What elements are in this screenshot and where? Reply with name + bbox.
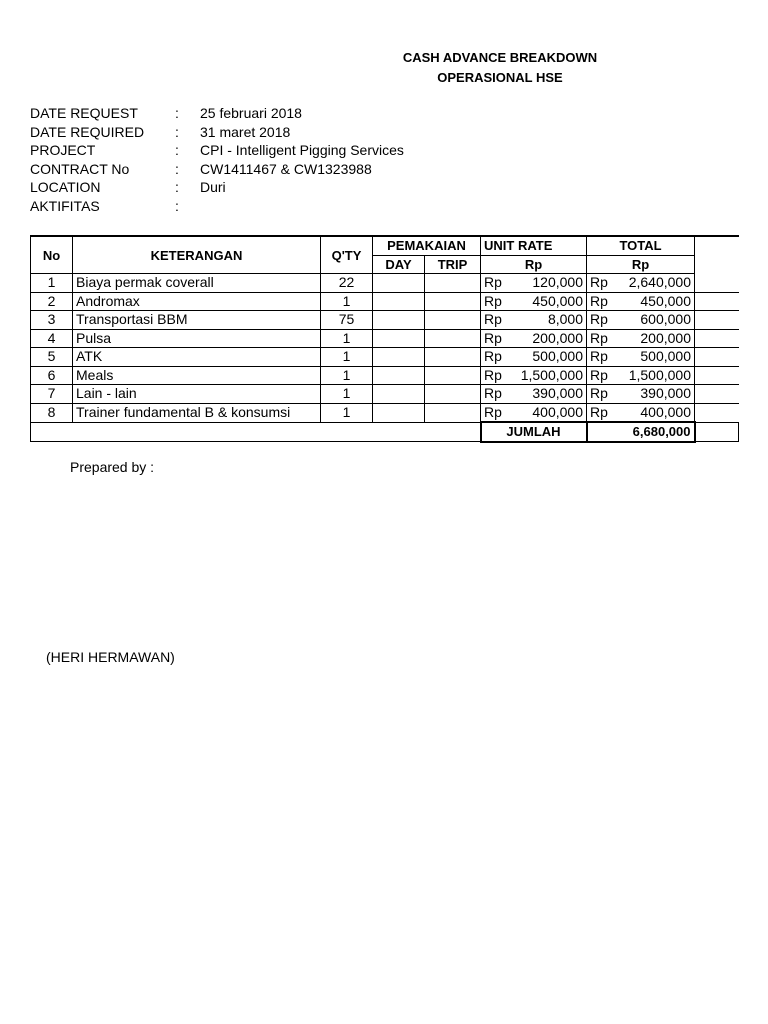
cell-total-value: 600,000: [640, 311, 691, 328]
cell-unit-rate: [481, 385, 587, 404]
cell-total-value: 500,000: [640, 348, 691, 365]
info-colon: :: [175, 123, 179, 140]
col-header-total: TOTAL: [587, 236, 695, 255]
info-row: [30, 160, 404, 179]
cell-rate-currency: Rp: [484, 385, 502, 402]
cell-desc: Pulsa: [73, 329, 321, 348]
info-value: CW1411467 & CW1323988: [200, 160, 372, 177]
cell-desc: Andromax: [73, 292, 321, 311]
cell-rate-currency: Rp: [484, 311, 502, 328]
cell-no: 2: [31, 292, 73, 311]
cell-rate-value: 8,000: [547, 311, 583, 328]
cell-total: [587, 311, 695, 330]
cell-unit-rate: [481, 403, 587, 422]
cell-day: [373, 274, 425, 293]
cell-rate-value: 450,000: [532, 292, 583, 309]
table-row: [31, 348, 739, 367]
cell-unit-rate: [481, 292, 587, 311]
cell-no: 7: [31, 385, 73, 404]
cell-rate-value: 200,000: [532, 329, 583, 346]
sum-value: 6,680,000: [587, 422, 695, 442]
cell-total-currency: Rp: [590, 274, 608, 291]
cell-rate-currency: Rp: [484, 403, 502, 420]
cell-day: [373, 329, 425, 348]
cell-unit-rate: [481, 366, 587, 385]
col-header-total-currency: Rp: [587, 255, 695, 274]
info-row: [30, 197, 404, 216]
cell-no: 6: [31, 366, 73, 385]
cell-trip: [425, 292, 481, 311]
col-header-pemakaian: PEMAKAIAN: [373, 236, 481, 255]
cell-total-value: 1,500,000: [628, 366, 691, 383]
signer-name: (HERI HERMAWAN): [46, 649, 175, 665]
document-title: CASH ADVANCE BREAKDOWN: [402, 50, 598, 65]
cell-qty: 1: [321, 366, 373, 385]
cell-rate-currency: Rp: [484, 348, 502, 365]
cell-day: [373, 292, 425, 311]
cell-total-value: 2,640,000: [628, 274, 691, 291]
prepared-by-label: Prepared by :: [70, 459, 155, 475]
cell-qty: 1: [321, 385, 373, 404]
info-colon: :: [175, 105, 179, 121]
cell-rate-value: 1,500,000: [520, 366, 583, 383]
table-row: [31, 403, 739, 422]
cell-total-currency: Rp: [590, 385, 608, 402]
cell-no: 1: [31, 274, 73, 293]
info-label: PROJECT: [30, 142, 96, 159]
info-value: CPI - Intelligent Pigging Services: [200, 142, 404, 159]
cell-qty: 75: [321, 311, 373, 330]
cell-no: 4: [31, 329, 73, 348]
info-label: CONTRACT No: [30, 160, 130, 177]
cell-total-currency: Rp: [590, 348, 608, 365]
table-row: [31, 292, 739, 311]
cell-qty: 1: [321, 403, 373, 422]
cell-trip: [425, 385, 481, 404]
cell-qty: 22: [321, 274, 373, 293]
col-header-trip: TRIP: [425, 255, 481, 274]
cell-unit-rate: [481, 329, 587, 348]
cell-total: [587, 385, 695, 404]
cell-total-value: 200,000: [640, 329, 691, 346]
table-row: [31, 311, 739, 330]
cell-day: [373, 311, 425, 330]
cell-day: [373, 385, 425, 404]
cell-total: [587, 292, 695, 311]
col-header-day: DAY: [373, 255, 425, 274]
table-row: [31, 366, 739, 385]
cell-trip: [425, 329, 481, 348]
cell-no: 5: [31, 348, 73, 367]
cell-trip: [425, 348, 481, 367]
info-row: [30, 104, 404, 123]
document-subtitle: OPERASIONAL HSE: [437, 70, 563, 85]
cell-desc: Lain - lain: [73, 385, 321, 404]
cell-trip: [425, 366, 481, 385]
info-row: [30, 123, 404, 142]
cell-total: [587, 366, 695, 385]
cell-total-value: 400,000: [640, 403, 691, 420]
cell-no: 8: [31, 403, 73, 422]
info-label: LOCATION: [30, 179, 101, 196]
info-colon: :: [175, 179, 179, 196]
info-colon: :: [175, 160, 179, 177]
cell-trip: [425, 403, 481, 422]
cell-no: 3: [31, 311, 73, 330]
cell-total-value: 450,000: [640, 292, 691, 309]
info-colon: :: [175, 197, 179, 214]
cell-qty: 1: [321, 348, 373, 367]
table-row: [31, 274, 739, 293]
info-value: Duri: [200, 179, 226, 196]
cell-day: [373, 366, 425, 385]
cell-unit-rate: [481, 274, 587, 293]
cell-rate-currency: Rp: [484, 292, 502, 309]
info-label: DATE REQUIRED: [30, 123, 145, 140]
col-header-no: No: [31, 236, 73, 274]
info-row: [30, 178, 404, 197]
cell-qty: 1: [321, 292, 373, 311]
cell-total-currency: Rp: [590, 366, 608, 383]
cell-rate-value: 390,000: [532, 385, 583, 402]
cell-rate-value: 120,000: [532, 274, 583, 291]
info-block: [30, 104, 404, 216]
cell-qty: 1: [321, 329, 373, 348]
col-header-unit-rate-currency: Rp: [481, 255, 587, 274]
cell-rate-value: 400,000: [532, 403, 583, 420]
info-row: [30, 141, 404, 160]
cell-desc: Transportasi BBM: [73, 311, 321, 330]
cell-total: [587, 329, 695, 348]
cell-day: [373, 403, 425, 422]
table-row: [31, 385, 739, 404]
info-colon: :: [175, 142, 179, 159]
cell-total: [587, 348, 695, 367]
cell-total: [587, 403, 695, 422]
col-header-keterangan: KETERANGAN: [73, 236, 321, 274]
col-header-unit-rate: UNIT RATE: [481, 236, 587, 255]
table-row: [31, 329, 739, 348]
cell-desc: Biaya permak coverall: [73, 274, 321, 293]
cell-total: [587, 274, 695, 293]
cell-desc: ATK: [73, 348, 321, 367]
table-header-row: [31, 236, 739, 255]
info-value: 31 maret 2018: [200, 123, 291, 140]
cell-rate-value: 500,000: [532, 348, 583, 365]
cell-rate-currency: Rp: [484, 366, 502, 383]
cell-day: [373, 348, 425, 367]
cell-rate-currency: Rp: [484, 329, 502, 346]
cell-total-value: 390,000: [640, 385, 691, 402]
col-header-qty: Q'TY: [321, 236, 373, 274]
cell-rate-currency: Rp: [484, 274, 502, 291]
cell-unit-rate: [481, 348, 587, 367]
cell-trip: [425, 311, 481, 330]
cell-desc: Meals: [73, 366, 321, 385]
cell-total-currency: Rp: [590, 311, 608, 328]
cell-desc: Trainer fundamental B & konsumsi: [73, 403, 321, 422]
cell-total-currency: Rp: [590, 403, 608, 420]
info-label: DATE REQUEST: [30, 105, 138, 121]
cell-total-currency: Rp: [590, 329, 608, 346]
info-value: 25 februari 2018: [200, 105, 302, 121]
cell-total-currency: Rp: [590, 292, 608, 309]
cell-unit-rate: [481, 311, 587, 330]
sum-row: [31, 422, 739, 442]
info-label: AKTIFITAS: [30, 197, 100, 214]
sum-label: JUMLAH: [481, 422, 587, 442]
cell-trip: [425, 274, 481, 293]
breakdown-table: [30, 235, 739, 443]
